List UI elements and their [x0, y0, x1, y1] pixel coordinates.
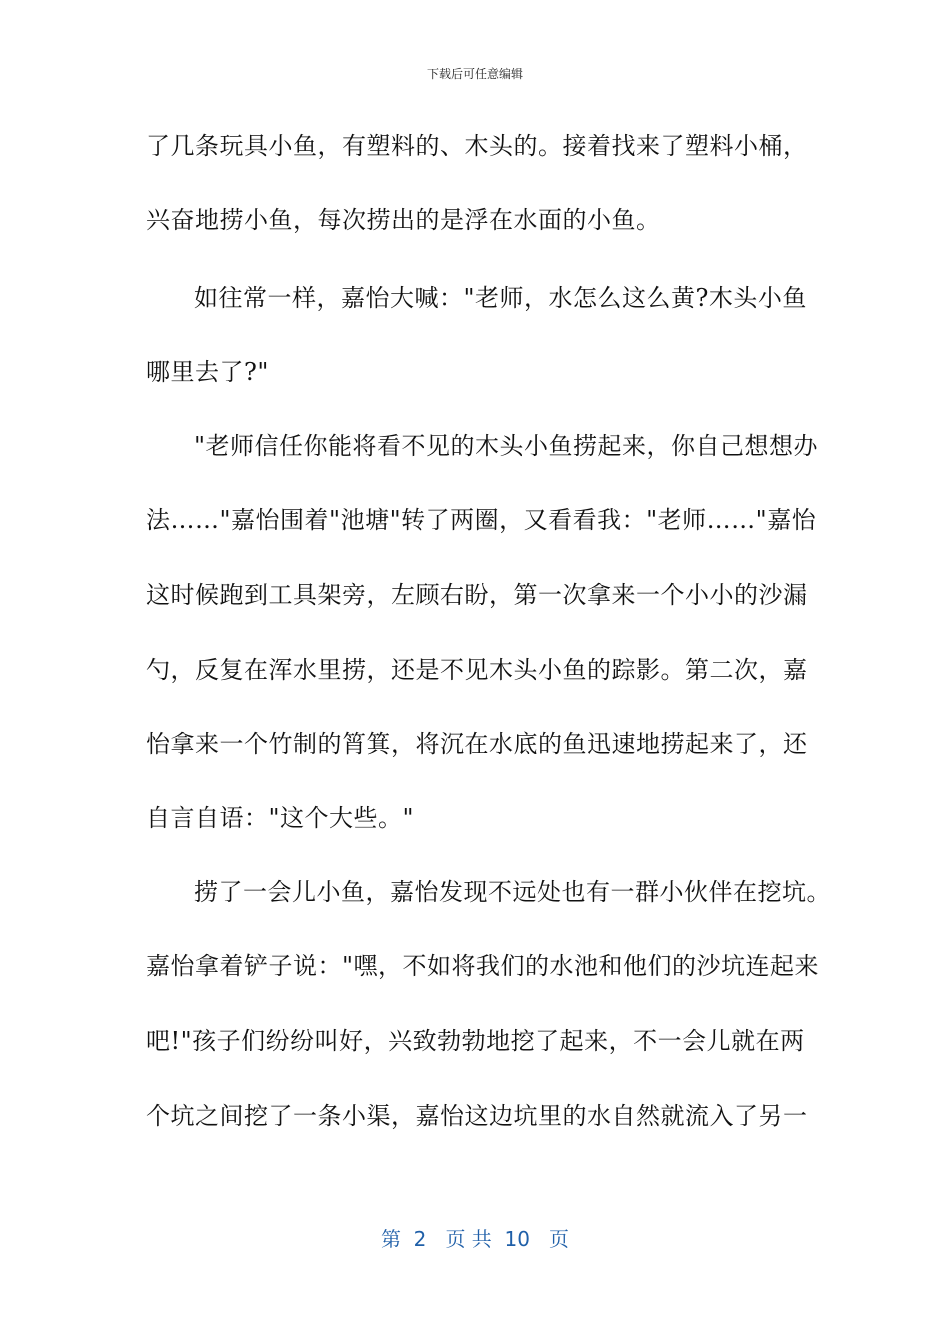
page-footer: 第 2 页 共 10 页 [380, 1227, 570, 1251]
text-line: 自言自语："这个大些。" [146, 804, 415, 832]
text-line: 如往常一样，嘉怡大喊："老师，水怎么这么黄?木头小鱼 [194, 284, 807, 312]
text-line: 怡拿来一个竹制的筲箕，将沉在水底的鱼迅速地捞起来了，还 [146, 730, 808, 758]
text-line: 捞了一会儿小鱼，嘉怡发现不远处也有一群小伙伴在挖坑。 [194, 878, 831, 906]
text-line: 了几条玩具小鱼，有塑料的、木头的。接着找来了塑料小桶， [146, 132, 808, 160]
text-line: 吧!"孩子们纷纷叫好，兴致勃勃地挖了起来，不一会儿就在两 [146, 1027, 805, 1055]
text-line: 哪里去了?" [146, 358, 269, 386]
text-line: 勺，反复在浑水里捞，还是不见木头小鱼的踪影。第二次，嘉 [146, 656, 808, 684]
text-line: "老师信任你能将看不见的木头小鱼捞起来，你自己想想办 [194, 432, 819, 460]
text-line: 嘉怡拿着铲子说："嘿，不如将我们的水池和他们的沙坑连起来 [146, 952, 820, 980]
text-line: 个坑之间挖了一条小渠，嘉怡这边坑里的水自然就流入了另一 [146, 1102, 808, 1130]
page-header: 下载后可任意编辑 [426, 67, 523, 81]
text-line: 这时候跑到工具架旁，左顾右盼，第一次拿来一个小小的沙漏 [146, 581, 808, 609]
text-line: 兴奋地捞小鱼，每次捞出的是浮在水面的小鱼。 [146, 206, 661, 234]
text-line: 法……"嘉怡围着"池塘"转了两圈，又看看我："老师……"嘉怡 [146, 506, 817, 534]
